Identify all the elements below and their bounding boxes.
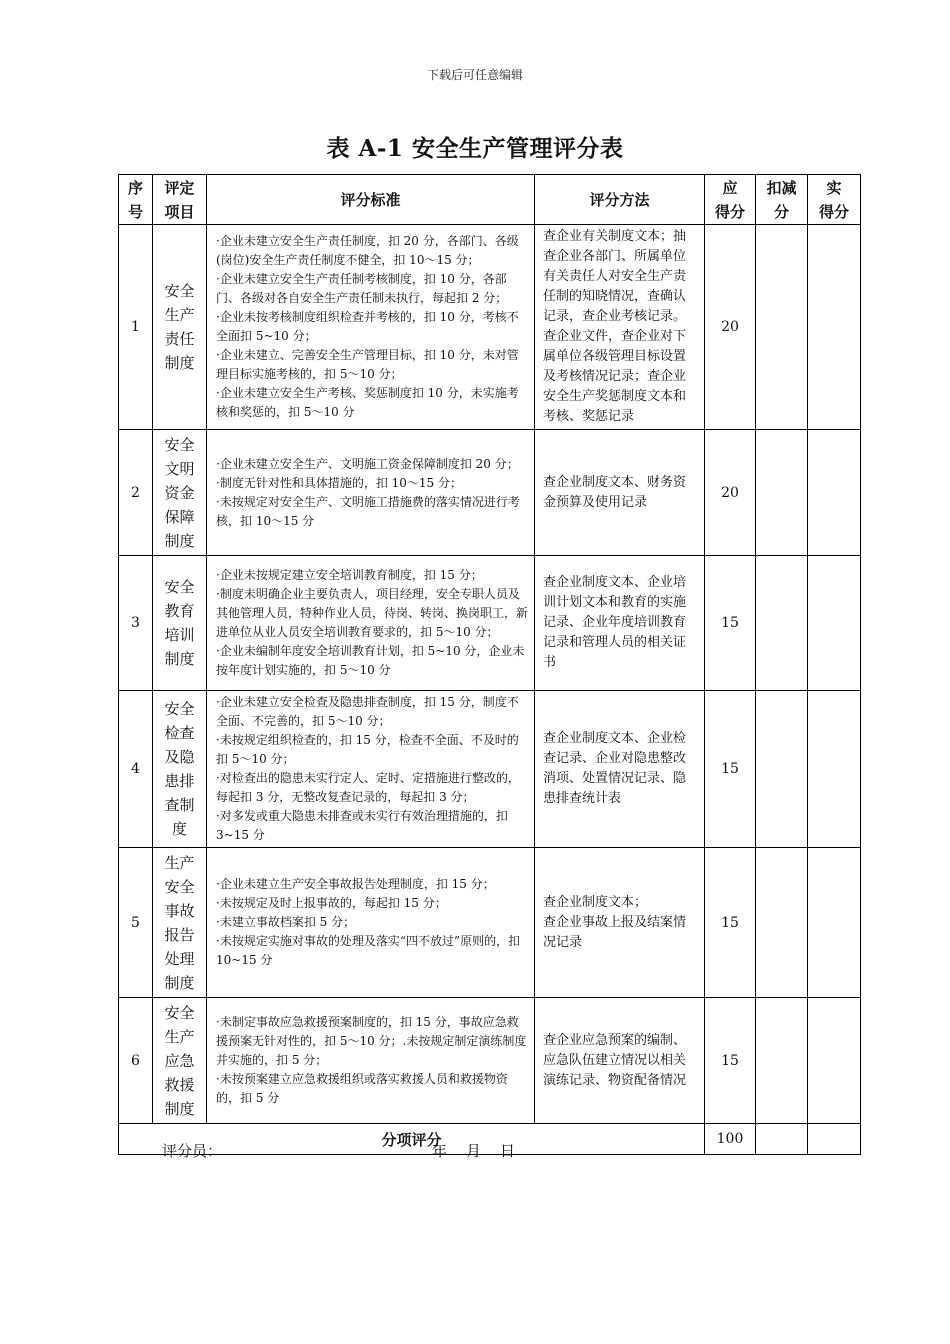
criteria-line: ·企业未建立、完善安全生产管理目标，扣 10 分，未对管理目标实施考核的，扣 5～10 分；	[216, 348, 519, 381]
deduction-cell[interactable]	[756, 430, 808, 556]
row-number: 5	[119, 848, 153, 998]
total-score: 100	[705, 1124, 756, 1155]
evaluation-item: 安全 生产 应急 救援 制度	[153, 998, 207, 1124]
criteria-line: ·企业未建立安全生产责任制考核制度，扣 10 分，各部门、各级对各自安全生产责任制未执行，每起扣 2 分；	[216, 272, 508, 305]
criteria-line: ·企业未建立安全生产考核、奖惩制度扣 10 分，未实施考核和奖惩的，扣 5～10 分	[216, 386, 519, 419]
criteria-line: ·制度未明确企业主要负责人，项目经理，安全专职人员及其他管理人员，特种作业人员，待岗、转岗、换岗职工，新进单位从业人员安全培训教育要求的，扣 5～10 分；	[216, 587, 529, 639]
col-header-full-score: 应 得分	[705, 175, 756, 225]
evaluation-item: 安全 生产 责任 制度	[153, 225, 207, 430]
scoring-method: 查企业制度文本； 查企业事故上报及结案情况记录	[535, 848, 705, 998]
actual-score-cell[interactable]	[808, 430, 861, 556]
actual-score-cell[interactable]	[808, 225, 861, 430]
actual-score-cell[interactable]	[808, 848, 861, 998]
total-actual-score-cell[interactable]	[808, 1124, 861, 1155]
actual-score-cell[interactable]	[808, 691, 861, 848]
evaluation-item: 安全 检查 及隐 患排 查制 度	[153, 691, 207, 848]
scoring-criteria	[207, 848, 535, 998]
table-header-row	[119, 175, 861, 225]
criteria-line: ·对多发或重大隐患未排查或未实行有效治理措施的，扣 3~15 分	[216, 809, 508, 842]
criteria-line: ·企业未建立安全生产责任制度，扣 20 分，各部门、各级(岗位)安全生产责任制度不健全，扣 10～15 分；	[216, 234, 519, 267]
table-row	[119, 691, 861, 848]
scoring-method: 查企业有关制度文本；抽查企业各部门、所属单位有关责任人对安全生产责任制的知晓情况，查确认记录，查企业考核记录。查企业文件，查企业对下属单位各级管理目标设置及考核情况记录；查企业安全生产奖惩制度文本和考核、奖惩记录	[535, 225, 705, 430]
full-score: 15	[705, 556, 756, 691]
total-label: 分项评分	[119, 1124, 705, 1155]
row-number: 6	[119, 998, 153, 1124]
table-row	[119, 225, 861, 430]
criteria-line: ·企业未建立生产安全事故报告处理制度，扣 15 分；	[216, 877, 495, 891]
criteria-line: ·对检查出的隐患未实行定人、定时、定措施进行整改的，每起扣 3 分，无整改复查记录的，每起扣 3 分；	[216, 771, 520, 804]
deduction-cell[interactable]	[756, 691, 808, 848]
full-score: 20	[705, 430, 756, 556]
signature-line	[162, 1140, 662, 1161]
evaluation-item: 生产 安全 事故 报告 处理 制度	[153, 848, 207, 998]
table-row	[119, 998, 861, 1124]
row-number: 4	[119, 691, 153, 848]
actual-score-cell[interactable]	[808, 998, 861, 1124]
criteria-line: ·未建立事故档案扣 5 分；	[216, 915, 356, 929]
criteria-line: ·企业未按规定建立安全培训教育制度，扣 15 分；	[216, 568, 483, 582]
col-header-deduction: 扣减 分	[756, 175, 808, 225]
row-number: 2	[119, 430, 153, 556]
criteria-line: ·未按规定实施对事故的处理及落实“四不放过”原则的，扣 10~15 分	[216, 934, 521, 967]
full-score: 15	[705, 848, 756, 998]
row-number: 3	[119, 556, 153, 691]
criteria-line: ·企业未建立安全检查及隐患排查制度，扣 15 分，制度不全面、不完善的，扣 5～10 分；	[216, 695, 519, 728]
date-label: 年 月 日	[432, 1142, 518, 1160]
criteria-line: ·企业未按考核制度组织检查并考核的，扣 10 分，考核不全面扣 5~10 分；	[216, 310, 519, 343]
page-header-note: 下载后可任意编辑	[426, 68, 523, 82]
scoring-criteria	[207, 998, 535, 1124]
row-number: 1	[119, 225, 153, 430]
scoring-table	[118, 174, 861, 1155]
criteria-line: ·未制定事故应急救援预案制度的，扣 15 分，事故应急救援预案无针对性的，扣 5～10 分；.未按规定制定演练制度并实施的，扣 5 分；	[216, 1015, 527, 1067]
col-header-actual-score: 实 得分	[808, 175, 861, 225]
col-header-method: 评分方法	[535, 175, 705, 225]
criteria-line: ·未按预案建立应急救援组织或落实救援人员和救援物资的，扣 5 分	[216, 1072, 508, 1105]
deduction-cell[interactable]	[756, 225, 808, 430]
scoring-method: 查企业制度文本、企业检查记录、企业对隐患整改消项、处置情况记录、隐患排查统计表	[535, 691, 705, 848]
col-header-item: 评定 项目	[153, 175, 207, 225]
scorer-label: 评分员：	[162, 1142, 223, 1160]
scoring-method: 查企业制度文本、财务资金预算及使用记录	[535, 430, 705, 556]
evaluation-item: 安全 文明 资金 保障 制度	[153, 430, 207, 556]
document-title: 表 A-1 安全生产管理评分表	[326, 135, 624, 162]
criteria-line: ·未按规定及时上报事故的，每起扣 15 分；	[216, 896, 447, 910]
table-row	[119, 848, 861, 998]
col-header-criteria: 评分标准	[207, 175, 535, 225]
criteria-line: ·企业未建立安全生产、文明施工资金保障制度扣 20 分；	[216, 456, 519, 471]
deduction-cell[interactable]	[756, 556, 808, 691]
table-row	[119, 556, 861, 691]
actual-score-cell[interactable]	[808, 556, 861, 691]
scoring-criteria	[207, 430, 535, 556]
full-score: 15	[705, 691, 756, 848]
scoring-criteria	[207, 556, 535, 691]
col-header-no: 序 号	[119, 175, 153, 225]
full-score: 20	[705, 225, 756, 430]
evaluation-item: 安全 教育 培训 制度	[153, 556, 207, 691]
total-deduction-cell[interactable]	[756, 1124, 808, 1155]
full-score: 15	[705, 998, 756, 1124]
scoring-criteria	[207, 691, 535, 848]
scoring-method: 查企业制度文本、企业培训计划文本和教育的实施记录、企业年度培训教育记录和管理人员的相关证书	[535, 556, 705, 691]
deduction-cell[interactable]	[756, 848, 808, 998]
criteria-line: ·未按规定对安全生产、文明施工措施费的落实情况进行考核，扣 10～15 分	[216, 494, 520, 528]
deduction-cell[interactable]	[756, 998, 808, 1124]
scoring-method: 查企业应急预案的编制、应急队伍建立情况以相关演练记录、物资配备情况	[535, 998, 705, 1124]
criteria-line: ·未按规定组织检查的，扣 15 分，检查不全面、不及时的扣 5～10 分；	[216, 733, 519, 766]
table-row	[119, 430, 861, 556]
criteria-line: ·企业未编制年度安全培训教育计划，扣 5~10 分，企业未按年度计划实施的，扣 5～10 分	[216, 644, 525, 677]
criteria-line: ·制度无针对性和具体措施的，扣 10～15 分；	[216, 475, 462, 490]
scoring-criteria	[207, 225, 535, 430]
